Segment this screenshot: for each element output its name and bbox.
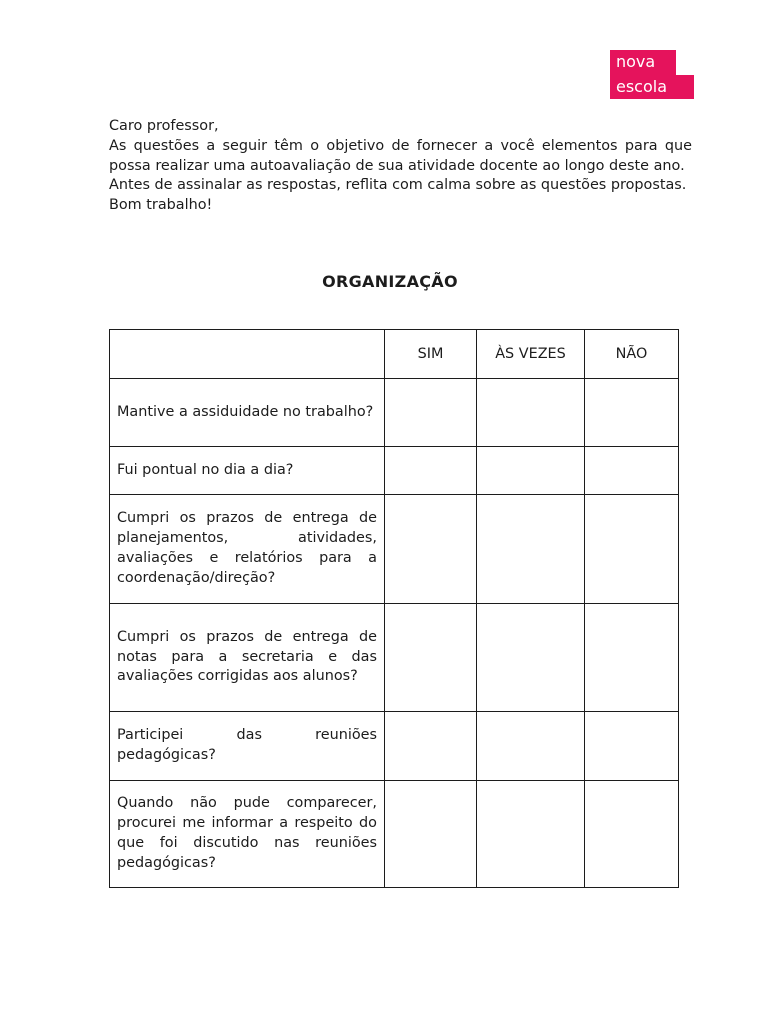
- table-row: [110, 712, 679, 781]
- answer-sim-cell[interactable]: [385, 447, 477, 495]
- table-header-row: [110, 330, 679, 379]
- table-row: [110, 604, 679, 712]
- answer-sim-cell[interactable]: [385, 604, 477, 712]
- answer-as-vezes-cell[interactable]: [477, 712, 585, 781]
- self-assessment-table: [109, 329, 679, 888]
- answer-sim-cell[interactable]: [385, 379, 477, 447]
- answer-nao-cell[interactable]: [585, 712, 679, 781]
- answer-as-vezes-cell[interactable]: [477, 447, 585, 495]
- table-row: [110, 447, 679, 495]
- answer-sim-cell[interactable]: [385, 495, 477, 604]
- intro-greeting: Caro professor,: [109, 118, 219, 134]
- intro-text: [109, 117, 692, 216]
- question-cell: Quando não pude comparecer, procurei me informar a respeito do que foi discutido nas reuniões pedagógicas?: [110, 781, 385, 888]
- header-empty-cell: [110, 330, 385, 379]
- answer-sim-cell[interactable]: [385, 712, 477, 781]
- question-cell: Fui pontual no dia a dia?: [110, 447, 385, 495]
- intro-paragraph-1: As questões a seguir têm o objetivo de fornecer a você elementos para que possa realizar uma autoavaliação de sua atividade docente ao longo deste ano.: [109, 137, 692, 174]
- logo-line-nova: nova: [610, 50, 676, 75]
- answer-nao-cell[interactable]: [585, 447, 679, 495]
- question-cell: Cumpri os prazos de entrega de notas para a secretaria e das avaliações corrigidas aos alunos?: [110, 604, 385, 712]
- answer-as-vezes-cell[interactable]: [477, 495, 585, 604]
- answer-sim-cell[interactable]: [385, 781, 477, 888]
- logo-line-escola: escola: [610, 75, 694, 99]
- header-nao: NÃO: [585, 330, 679, 379]
- section-title: ORGANIZAÇÃO: [322, 272, 458, 291]
- answer-as-vezes-cell[interactable]: [477, 781, 585, 888]
- answer-nao-cell[interactable]: [585, 781, 679, 888]
- header-sim: SIM: [385, 330, 477, 379]
- question-cell: Mantive a assiduidade no trabalho?: [110, 379, 385, 447]
- answer-nao-cell[interactable]: [585, 495, 679, 604]
- question-cell: Cumpri os prazos de entrega de planejamentos, atividades, avaliações e relatórios para a coordenação/direção?: [110, 495, 385, 604]
- intro-signoff: Bom trabalho!: [109, 197, 213, 214]
- question-cell: Participei das reuniões pedagógicas?: [110, 712, 385, 781]
- answer-nao-cell[interactable]: [585, 379, 679, 447]
- intro-paragraph-2: Antes de assinalar as respostas, reflita com calma sobre as questões propostas.: [109, 177, 687, 194]
- header-as-vezes: ÀS VEZES: [477, 330, 585, 379]
- answer-as-vezes-cell[interactable]: [477, 604, 585, 712]
- answer-nao-cell[interactable]: [585, 604, 679, 712]
- answer-as-vezes-cell[interactable]: [477, 379, 585, 447]
- table-row: [110, 379, 679, 447]
- table-row: [110, 495, 679, 604]
- table-row: [110, 781, 679, 888]
